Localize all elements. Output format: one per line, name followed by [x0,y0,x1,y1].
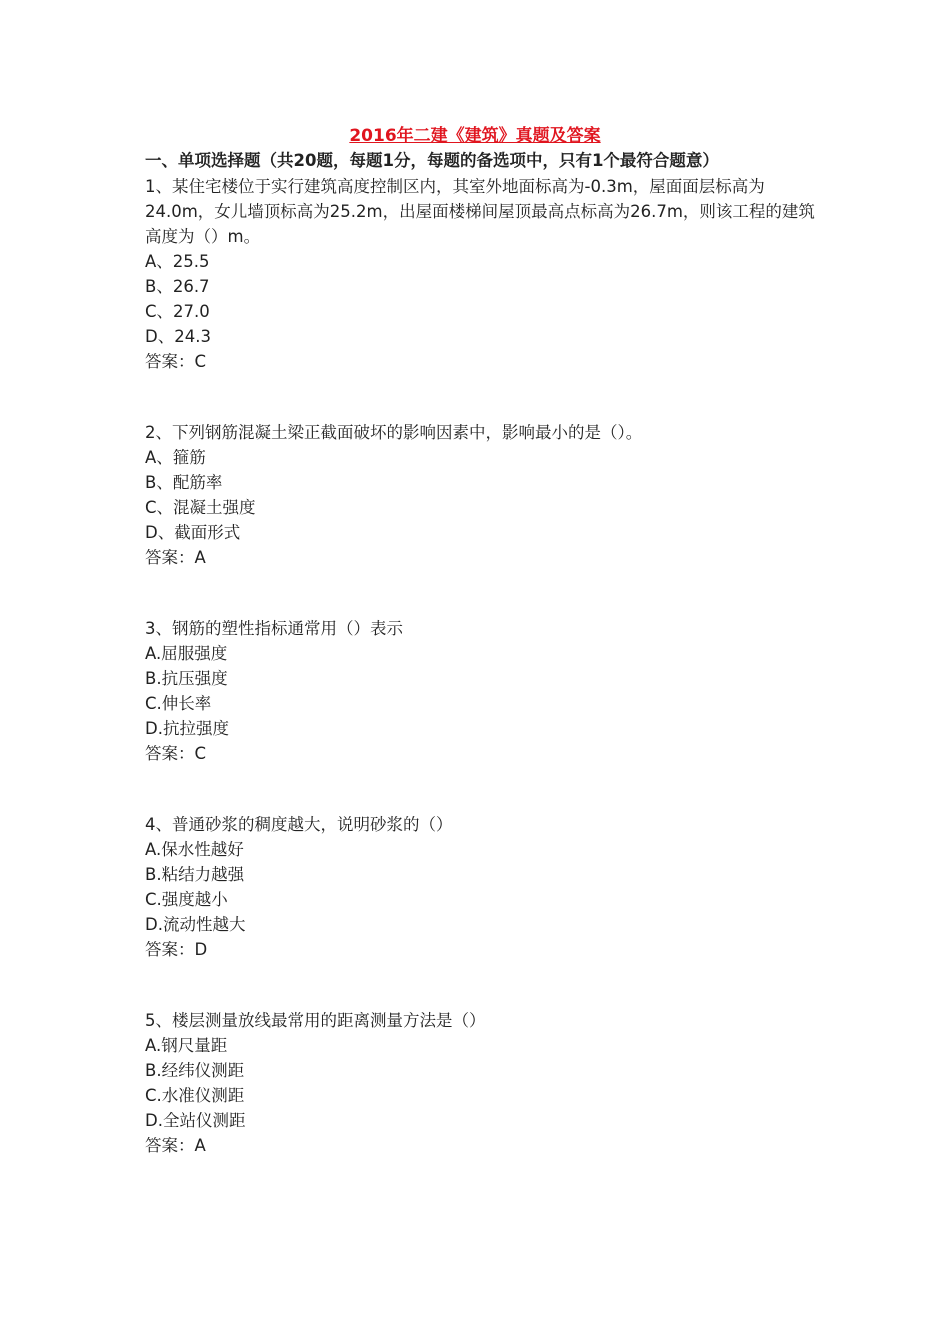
option-list [145,445,825,545]
option-b: B.抗压强度 [145,669,228,688]
option-d: D.全站仪测距 [145,1111,246,1130]
option-d: D、截面形式 [145,523,241,542]
question-1 [145,174,825,374]
option-d: D、24.3 [145,327,211,346]
question-2 [145,420,825,570]
section-heading: 一、单项选择题（共20题，每题1分，每题的备选项中，只有1个最符合题意） [145,151,719,170]
option-list [145,641,825,741]
option-c: C.强度越小 [145,890,228,909]
answer-line: 答案：A [145,1136,206,1155]
option-c: C、混凝土强度 [145,498,256,517]
question-4 [145,812,825,962]
option-b: B.粘结力越强 [145,865,245,884]
option-c: C、27.0 [145,302,210,321]
option-b: B、26.7 [145,277,210,296]
question-stem: 4、普通砂浆的稠度越大，说明砂浆的（） [145,815,453,834]
answer-line: 答案：C [145,352,207,371]
option-list [145,249,825,349]
option-b: B.经纬仪测距 [145,1061,245,1080]
question-stem: 3、钢筋的塑性指标通常用（）表示 [145,619,403,638]
document-title: 2016年二建《建筑》真题及答案 [349,126,601,146]
option-a: A.屈服强度 [145,644,228,663]
question-3 [145,616,825,766]
option-a: A.钢尺量距 [145,1036,228,1055]
option-c: C.伸长率 [145,694,212,713]
question-stem: 1、某住宅楼位于实行建筑高度控制区内，其室外地面标高为-0.3m，屋面面层标高为24.0m，女儿墙顶标高为25.2m，出屋面楼梯间屋顶最高点标高为26.7m，则该工程的建筑高度为（）m。 [145,177,815,246]
option-a: A、25.5 [145,252,210,271]
answer-line: 答案：C [145,744,207,763]
question-stem: 2、下列钢筋混凝土梁正截面破坏的影响因素中，影响最小的是（）。 [145,423,643,442]
option-a: A、箍筋 [145,448,206,467]
option-a: A.保水性越好 [145,840,244,859]
option-d: D.流动性越大 [145,915,246,934]
option-b: B、配筋率 [145,473,223,492]
answer-line: 答案：D [145,940,208,959]
option-c: C.水准仪测距 [145,1086,245,1105]
answer-line: 答案：A [145,548,206,567]
option-list [145,837,825,937]
option-d: D.抗拉强度 [145,719,229,738]
question-stem: 5、楼层测量放线最常用的距离测量方法是（） [145,1011,486,1030]
option-list [145,1033,825,1133]
question-5 [145,1008,825,1158]
